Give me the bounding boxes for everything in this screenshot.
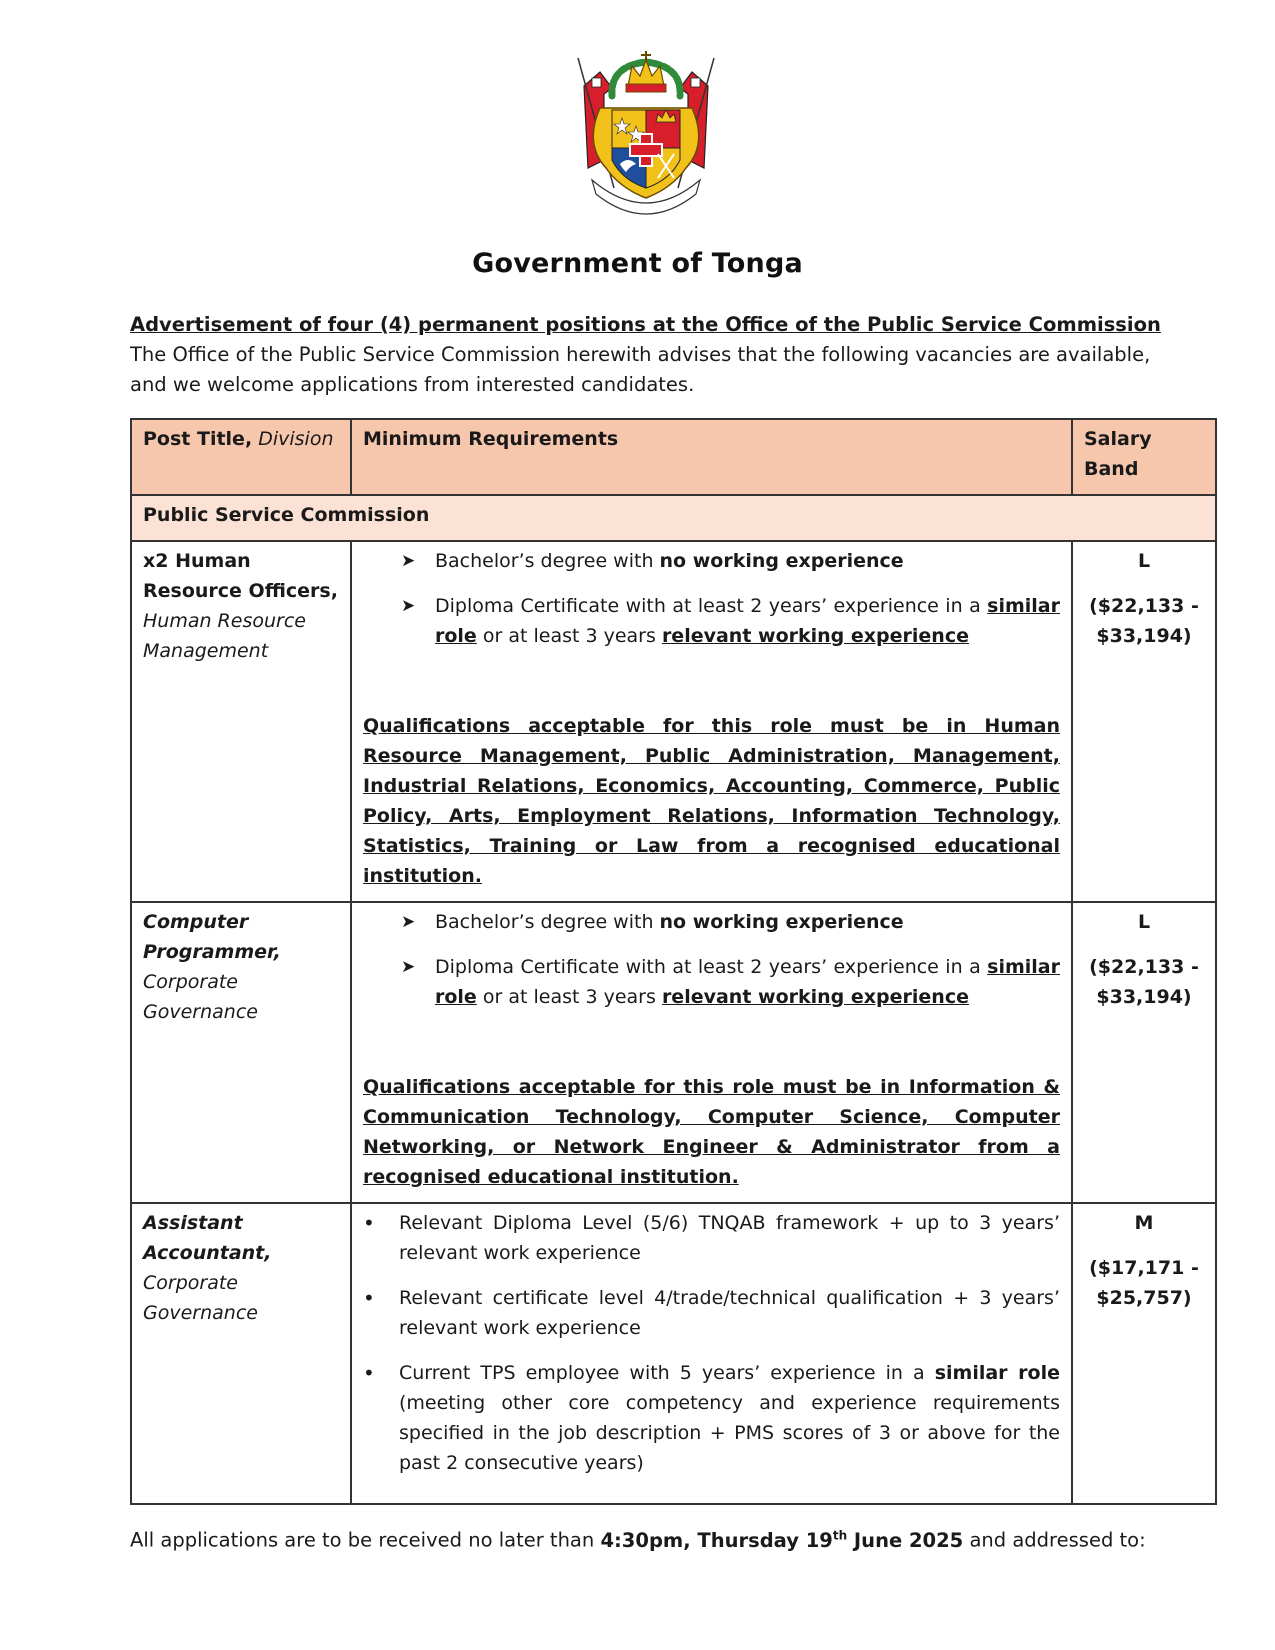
list-item: • Relevant certificate level 4/trade/technical qualification + 3 years’ relevant work experience — [363, 1283, 1060, 1343]
post-division: Corporate Governance — [143, 1272, 258, 1324]
arrow-bullet-icon: ➤ — [401, 596, 416, 616]
post-division: Corporate Governance — [143, 971, 258, 1023]
arrow-bullet-icon: ➤ — [401, 957, 416, 977]
post-title: Computer Programmer, — [143, 911, 281, 963]
table-row — [131, 541, 1216, 902]
table-row — [131, 902, 1216, 1203]
intro-paragraph — [130, 310, 1180, 400]
salary-range: ($17,171 - $25,757) — [1089, 1257, 1199, 1309]
application-deadline-note: All applications are to be received no later than 4:30pm, Thursday 19th June 2025 and addressed to: — [130, 1528, 1146, 1552]
list-item: • Relevant Diploma Level (5/6) TNQAB framework + up to 3 years’ relevant work experience — [363, 1208, 1060, 1268]
tonga-coat-of-arms-icon — [570, 48, 722, 220]
post-title-cell — [131, 1203, 351, 1504]
requirements-cell — [351, 541, 1072, 902]
header-post-title: Post Title, Division — [131, 419, 351, 495]
qualifications-note: Qualifications acceptable for this role must be in Human Resource Management, Public Administration, Management, Industrial Relations, Economics, Accounting, Commerce, Public Policy, Arts, Employment Relations, Information Technology, Statistics, Training or Law from a recognised educational institution. — [363, 715, 1060, 887]
qualifications-note: Qualifications acceptable for this role must be in Information & Communication Technology, Computer Science, Computer Networking, or Network Engineer & Administrator from a recognised educational institution. — [363, 1076, 1060, 1188]
header-min-requirements: Minimum Requirements — [351, 419, 1072, 495]
list-item: ➤ Diploma Certificate with at least 2 years’ experience in a similar role or at least 3 years relevant working experience — [363, 591, 1060, 651]
salary-range: ($22,133 - $33,194) — [1089, 956, 1199, 1008]
table-group-row — [131, 495, 1216, 541]
deadline: 4:30pm, Thursday 19th June 2025 — [600, 1528, 964, 1552]
intro-body: The Office of the Public Service Commission herewith advises that the following vacancies are available, and we welcome applications from interested candidates. — [130, 343, 1151, 396]
page-title: Government of Tonga — [472, 248, 803, 279]
bullet-dot-icon: • — [363, 1211, 375, 1235]
salary-band-cell — [1072, 1203, 1216, 1504]
post-title-cell — [131, 541, 351, 902]
post-division: Human Resource Management — [143, 610, 306, 662]
salary-band-code: M — [1134, 1212, 1154, 1234]
post-title-cell — [131, 902, 351, 1203]
salary-band-code: L — [1137, 911, 1151, 933]
requirements-cell — [351, 1203, 1072, 1504]
post-title: Assistant Accountant, — [143, 1212, 272, 1264]
list-item: ➤ Bachelor’s degree with no working experience — [363, 546, 1060, 576]
requirements-cell — [351, 902, 1072, 1203]
salary-band-cell — [1072, 902, 1216, 1203]
list-item: ➤ Bachelor’s degree with no working experience — [363, 907, 1060, 937]
bullet-dot-icon: • — [363, 1286, 375, 1310]
salary-band-cell — [1072, 541, 1216, 902]
arrow-bullet-icon: ➤ — [401, 551, 416, 571]
intro-lead: Advertisement of four (4) permanent positions at the Office of the Public Service Commission — [130, 313, 1161, 336]
table-row — [131, 1203, 1216, 1504]
group-label: Public Service Commission — [131, 495, 1216, 541]
list-item: • Current TPS employee with 5 years’ experience in a similar role (meeting other core competency and experience requirements specified in the job description + PMS scores of 3 or above for the past 2 consecutive years) — [363, 1358, 1060, 1478]
vacancies-table — [130, 418, 1217, 1505]
salary-range: ($22,133 - $33,194) — [1089, 595, 1199, 647]
bullet-dot-icon: • — [363, 1361, 375, 1385]
list-item: ➤ Diploma Certificate with at least 2 years’ experience in a similar role or at least 3 years relevant working experience — [363, 952, 1060, 1012]
table-header-row — [131, 419, 1216, 495]
header-salary-band: Salary Band — [1072, 419, 1216, 495]
post-title: x2 Human Resource Officers, — [143, 550, 338, 602]
arrow-bullet-icon: ➤ — [401, 912, 416, 932]
salary-band-code: L — [1137, 550, 1151, 572]
